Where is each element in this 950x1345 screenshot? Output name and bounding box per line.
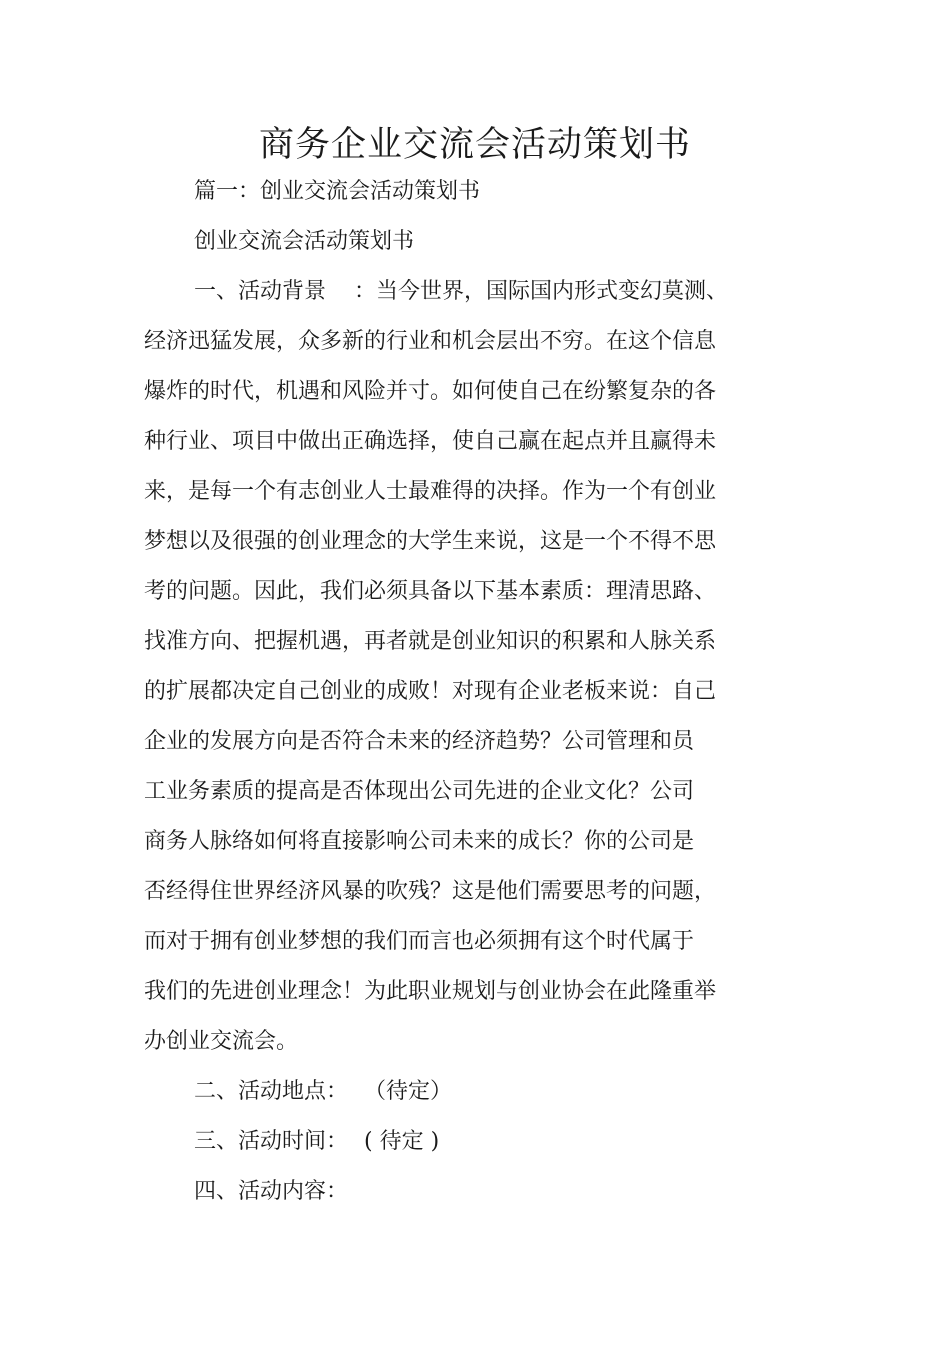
paragraph-line: 考的问题。因此，我们必须具备以下基本素质：理清思路、 — [144, 579, 717, 604]
section-3-heading — [194, 1126, 439, 1158]
paragraph-line: 商务人脉络如何将直接影响公司未来的成长？你的公司是 — [144, 829, 695, 854]
section-4-heading: 四、活动内容： — [194, 1179, 349, 1204]
section-1-heading — [194, 276, 728, 308]
paragraph-line: 梦想以及很强的创业理念的大学生来说，这是一个不得不思 — [144, 529, 717, 554]
paragraph-line: 爆炸的时代，机遇和风险并寸。如何使自己在纷繁复杂的各 — [144, 379, 717, 404]
paragraph-line: 否经得住世界经济风暴的吹残？这是他们需要思考的问题， — [144, 879, 717, 904]
section-3-value: ( 待定 ) — [364, 1129, 440, 1154]
paragraph-line: 企业的发展方向是否符合未来的经济趋势？公司管理和员 — [144, 729, 695, 754]
paragraph-line: 经济迅猛发展，众多新的行业和机会层出不穷。在这个信息 — [144, 329, 717, 354]
paragraph-line: 的扩展都决定自己创业的成败！对现有企业老板来说：自己 — [144, 679, 717, 704]
section-1-label: 一、活动背景 — [194, 279, 327, 304]
paragraph-line: 找准方向、把握机遇，再者就是创业知识的积累和人脉关系 — [144, 629, 717, 654]
section-2-value: （待定） — [364, 1079, 453, 1104]
section-2-heading — [194, 1076, 452, 1108]
paragraph-line: 而对于拥有创业梦想的我们而言也必须拥有这个时代属于 — [144, 929, 695, 954]
subtitle: 创业交流会活动策划书 — [194, 229, 415, 254]
section-2-label: 二、活动地点： — [194, 1079, 349, 1104]
section-3-label: 三、活动时间： — [194, 1129, 349, 1154]
paragraph-line: 我们的先进创业理念！为此职业规划与创业协会在此隆重举 — [144, 979, 717, 1004]
document-title: 商务企业交流会活动策划书 — [258, 125, 691, 165]
paragraph-line: 种行业、项目中做出正确选择，使自己赢在起点并且赢得未 — [144, 429, 717, 454]
paragraph-line: 工业务素质的提高是否体现出公司先进的企业文化？公司 — [144, 779, 695, 804]
section-1-first-line: ：当今世界，国际国内形式变幻莫测、 — [354, 279, 729, 304]
chapter-heading: 篇一：创业交流会活动策划书 — [194, 179, 481, 204]
paragraph-line: 来，是每一个有志创业人士最难得的决择。作为一个有创业 — [144, 479, 717, 504]
paragraph-line: 办创业交流会。 — [144, 1029, 299, 1054]
